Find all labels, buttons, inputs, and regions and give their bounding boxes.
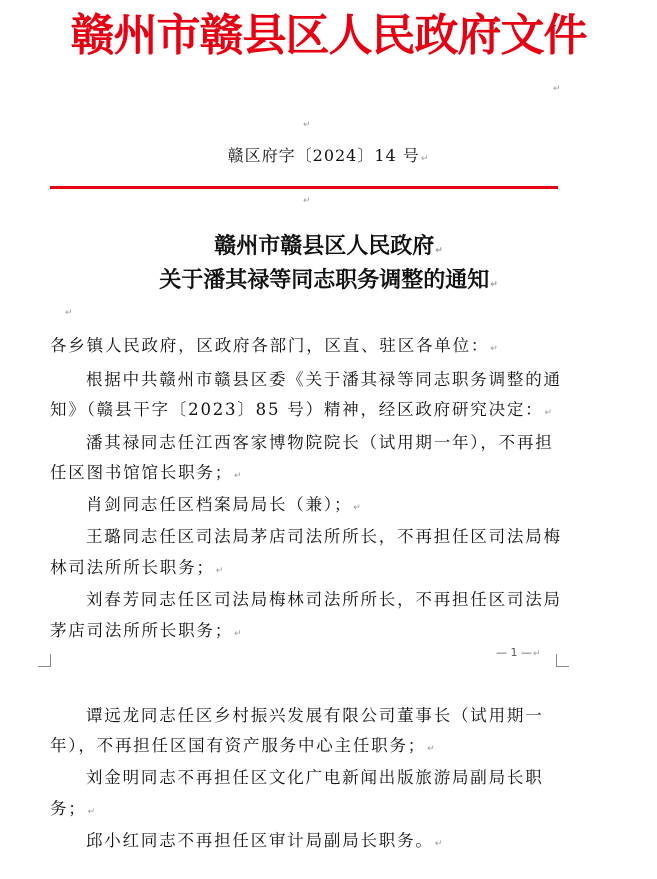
paragraph-mark: ↵ bbox=[65, 308, 73, 318]
notice-title-line-2-text: 关于潘其禄等同志职务调整的通知 bbox=[159, 267, 490, 293]
header-red-divider bbox=[50, 186, 558, 189]
paragraph-1-line-2-text: 知》（赣县干字〔2023〕85 号）精神，经区政府研究决定： bbox=[50, 400, 544, 419]
page-corner-mark-left bbox=[38, 654, 51, 667]
paragraph-mark: ↵ bbox=[434, 839, 445, 849]
paragraph-mark: ↵ bbox=[87, 807, 97, 817]
paragraph-7-line-1: 刘金明同志不再担任区文化广电新闻出版旅游局副局长职 bbox=[86, 768, 544, 787]
notice-title-line-1-text: 赣州市赣县区人民政府 bbox=[214, 233, 435, 259]
paragraph-mark: ↵ bbox=[303, 120, 311, 130]
paragraph-1-line-1: 根据中共赣州市赣县区委《关于潘其禄等同志职务调整的通 bbox=[86, 370, 562, 389]
paragraph-5-line-2 bbox=[50, 619, 243, 646]
notice-title-line-1 bbox=[0, 231, 657, 266]
page-corner-mark-right bbox=[556, 654, 569, 667]
page-number bbox=[496, 646, 541, 659]
salutation-text: 各乡镇人民政府，区政府各部门，区直、驻区各单位： bbox=[50, 336, 490, 355]
paragraph-7-line-2 bbox=[50, 797, 97, 824]
paragraph-5-line-2-text: 茅店司法所所长职务； bbox=[50, 621, 233, 640]
document-header-title: 赣州市赣县区人民政府文件 bbox=[70, 10, 587, 61]
paragraph-mark: ↵ bbox=[353, 503, 363, 513]
paragraph-1-line-2 bbox=[50, 398, 554, 425]
paragraph-2-line-2-text: 任区图书馆馆长职务； bbox=[50, 463, 233, 482]
paragraph-6-line-2 bbox=[50, 734, 436, 761]
paragraph-mark: ↵ bbox=[544, 408, 554, 418]
paragraph-4-line-1: 王璐同志任区司法局茅店司法所所长，不再担任区司法局梅 bbox=[86, 527, 562, 546]
paragraph-3-line-1-text: 肖剑同志任区档案局局长（兼）； bbox=[86, 495, 353, 514]
paragraph-5-line-1: 刘春芳同志任区司法局梅林司法所所长，不再担任区司法局 bbox=[86, 590, 562, 609]
paragraph-7-line-2-text: 务； bbox=[50, 799, 87, 818]
paragraph-2-line-2 bbox=[50, 461, 243, 488]
salutation bbox=[50, 334, 500, 361]
paragraph-mark: ↵ bbox=[533, 649, 541, 659]
paragraph-mark: ↵ bbox=[420, 154, 430, 164]
paragraph-mark: ↵ bbox=[553, 84, 561, 94]
paragraph-mark: ↵ bbox=[303, 196, 311, 206]
paragraph-mark: ↵ bbox=[490, 344, 500, 354]
document-number bbox=[0, 145, 657, 170]
paragraph-mark: ↵ bbox=[490, 280, 498, 290]
paragraph-6-line-2-text: 年），不再担任区国有资产服务中心主任职务； bbox=[50, 736, 427, 755]
paragraph-8-line-1 bbox=[86, 829, 444, 856]
page-number-text: — 1 — bbox=[496, 646, 532, 659]
paragraph-mark: ↵ bbox=[234, 471, 244, 481]
paragraph-6-line-1: 谭远龙同志任区乡村振兴发展有限公司董事长（试用期一 bbox=[86, 706, 544, 725]
document-number-text: 赣区府字〔2024〕14 号 bbox=[227, 146, 420, 165]
notice-title-line-2 bbox=[0, 265, 657, 300]
paragraph-8-line-1-text: 邱小红同志不再担任区审计局副局长职务。 bbox=[86, 831, 434, 850]
paragraph-4-line-2 bbox=[50, 556, 225, 583]
paragraph-4-line-2-text: 林司法所所长职务； bbox=[50, 558, 215, 577]
paragraph-mark: ↵ bbox=[215, 566, 226, 576]
paragraph-2-line-1: 潘其禄同志任江西客家博物院院长（试用期一年），不再担 bbox=[86, 433, 554, 452]
paragraph-mark: ↵ bbox=[234, 629, 244, 639]
paragraph-mark: ↵ bbox=[427, 744, 437, 754]
paragraph-mark: ↵ bbox=[435, 246, 443, 256]
paragraph-3-line-1 bbox=[86, 493, 363, 520]
